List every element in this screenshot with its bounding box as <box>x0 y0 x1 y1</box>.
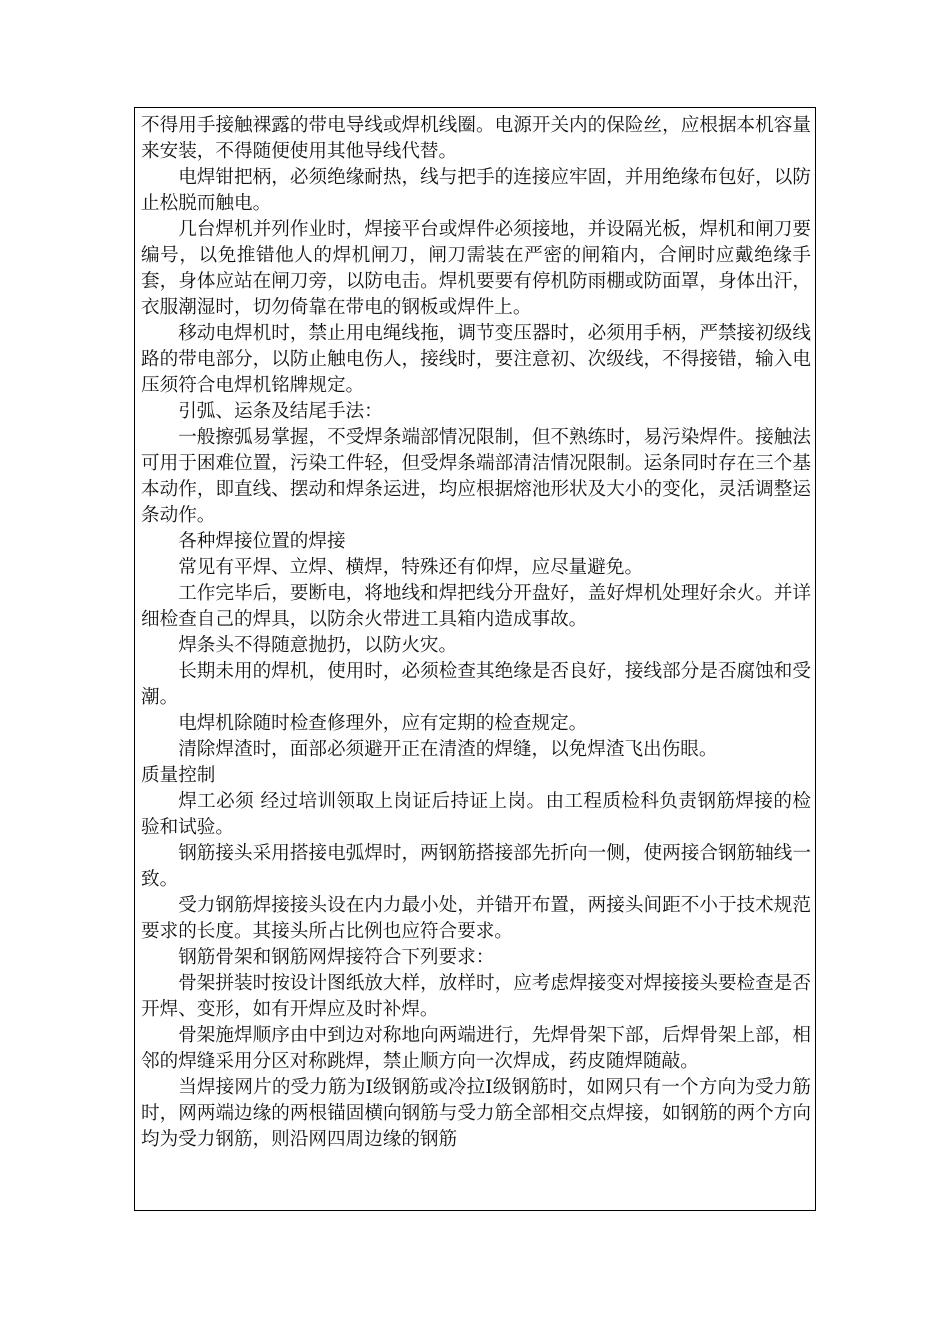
paragraph: 焊条头不得随意抛扔，以防火灾。 <box>178 635 458 656</box>
section-heading: 质量控制 <box>141 765 216 786</box>
paragraph: 常见有平焊、立焊、横焊，特殊还有仰焊，应尽量避免。 <box>178 557 644 578</box>
paragraph: 几台焊机并列作业时，焊接平台或焊件必须接地，并设隔光板，焊机和闸刀要编号，以免推错他人的焊机闸刀，闸刀需装在严密的闸箱内，合闸时应戴绝缘手套，身体应站在闸刀旁，以防电击。焊机要要有停机防雨棚或防面罩，身体出汗，衣服潮湿时，切勿倚靠在带电的钢板或焊件上。 <box>141 219 811 318</box>
paragraph: 长期未用的焊机，使用时，必须检查其绝缘是否良好，接线部分是否腐蚀和受潮。 <box>141 661 811 708</box>
document-body <box>141 113 811 1153</box>
paragraph: 当焊接网片的受力筋为Ⅰ级钢筋或冷拉Ⅰ级钢筋时，如网只有一个方向为受力筋时，网两端边缘的两根锚固横向钢筋与受力筋全部相交点焊接，如钢筋的两个方向均为受力钢筋，则沿网四周边缘的钢筋 <box>141 1077 811 1150</box>
paragraph: 引弧、运条及结尾手法： <box>178 401 383 422</box>
paragraph: 钢筋骨架和钢筋网焊接符合下列要求： <box>178 947 495 968</box>
paragraph: 移动电焊机时，禁止用电绳线拖，调节变压器时，必须用手柄，严禁接初级线路的带电部分，以防止触电伤人，接线时，要注意初、次级线，不得接错，输入电压须符合电焊机铭牌规定。 <box>141 323 811 396</box>
paragraph: 骨架拼装时按设计图纸放大样，放样时，应考虑焊接变对焊接接头要检查是否开焊、变形，如有开焊应及时补焊。 <box>141 973 811 1020</box>
paragraph: 不得用手接触裸露的带电导线或焊机线圈。电源开关内的保险丝，应根据本机容量来安装，不得随便使用其他导线代替。 <box>141 115 811 162</box>
paragraph: 工作完毕后，要断电，将地线和焊把线分开盘好，盖好焊机处理好余火。并详细检查自己的焊具，以防余火带进工具箱内造成事故。 <box>141 583 811 630</box>
paragraph: 骨架施焊顺序由中到边对称地向两端进行，先焊骨架下部，后焊骨架上部，相邻的焊缝采用分区对称跳焊，禁止顺方向一次焊成，药皮随焊随敲。 <box>141 1025 811 1072</box>
paragraph: 受力钢筋焊接接头设在内力最小处，并错开布置，两接头间距不小于技术规范要求的长度。其接头所占比例也应符合要求。 <box>141 895 811 942</box>
paragraph: 焊工必须 经过培训领取上岗证后持证上岗。由工程质检科负责钢筋焊接的检验和试验。 <box>141 791 811 838</box>
paragraph: 清除焊渣时，面部必须避开正在清渣的焊缝，以免焊渣飞出伤眼。 <box>178 739 718 760</box>
paragraph: 一般擦弧易掌握，不受焊条端部情况限制，但不熟练时，易污染焊件。接触法可用于困难位置，污染工件轻，但受焊条端部清洁情况限制。运条同时存在三个基本动作，即直线、摆动和焊条运进，均应根据熔池形状及大小的变化，灵活调整运条动作。 <box>141 427 811 526</box>
paragraph: 电焊机除随时检查修理外，应有定期的检查规定。 <box>178 713 588 734</box>
paragraph: 电焊钳把柄，必须绝缘耐热，线与把手的连接应牢固，并用绝缘布包好，以防止松脱而触电。 <box>141 167 811 214</box>
paragraph: 钢筋接头采用搭接电弧焊时，两钢筋搭接部先折向一侧，使两接合钢筋轴线一致。 <box>141 843 811 890</box>
subheading: 各种焊接位置的焊接 <box>178 531 346 552</box>
